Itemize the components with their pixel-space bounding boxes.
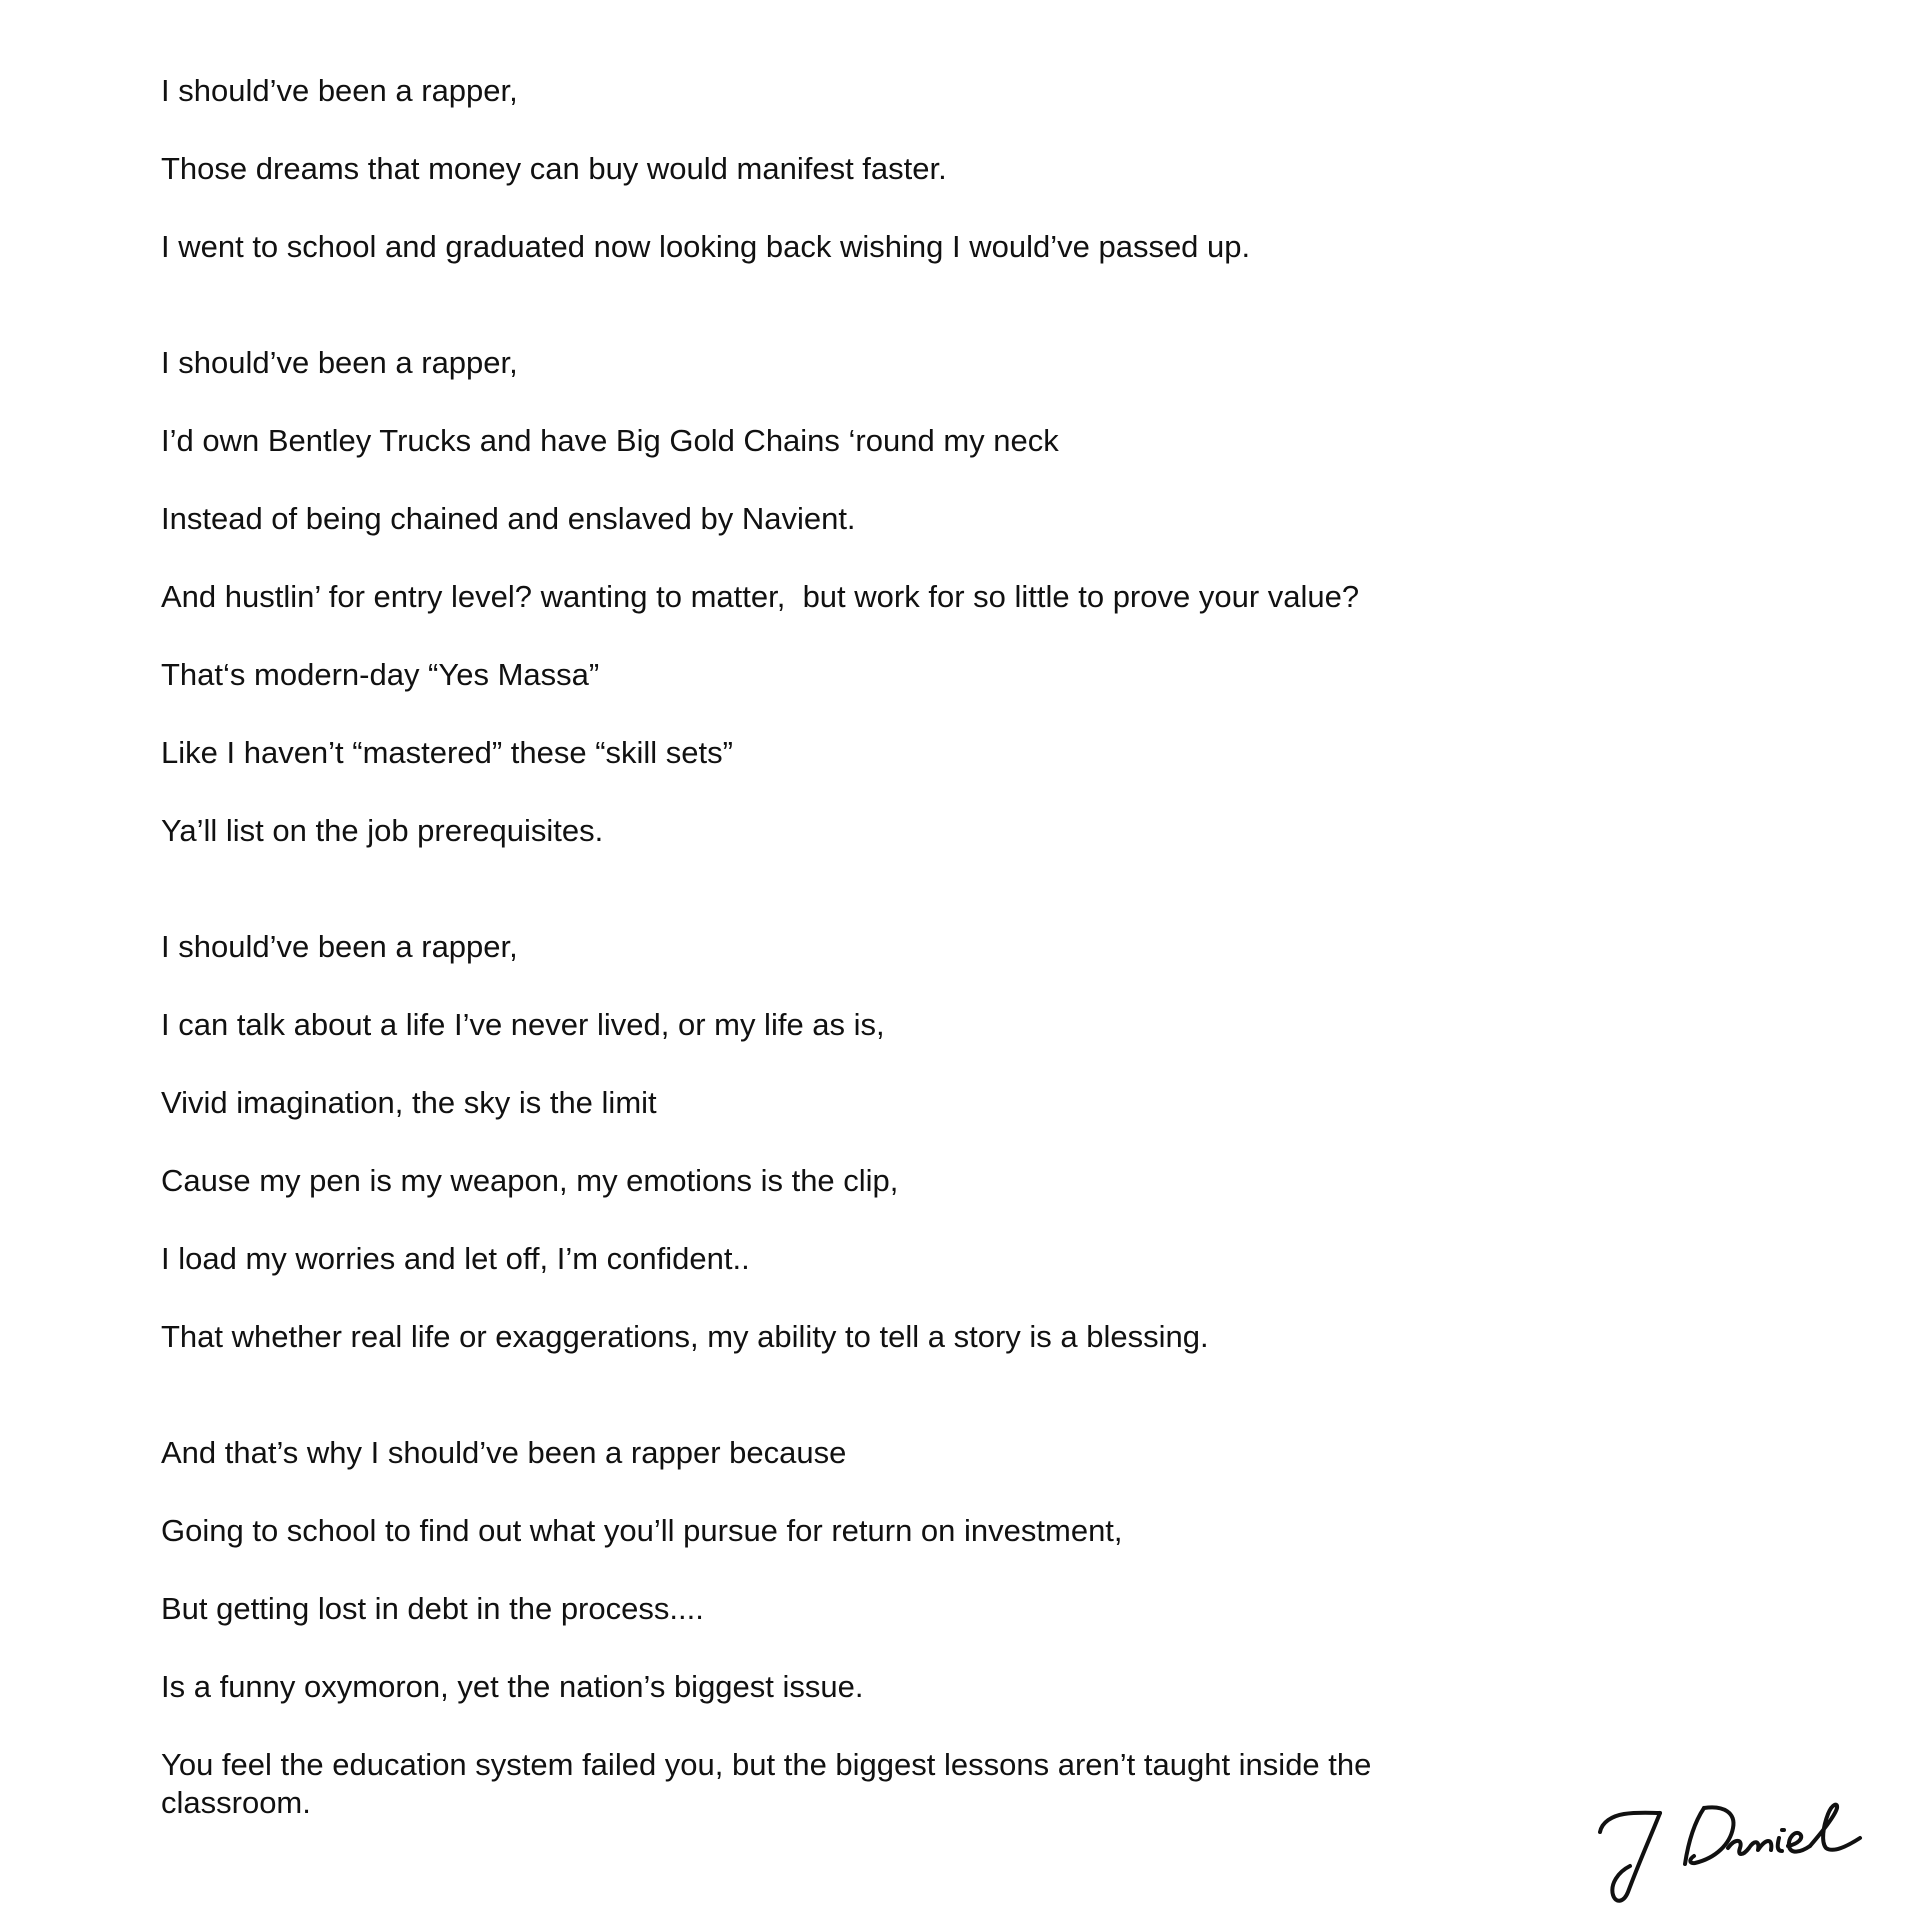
poem-line: That whether real life or exaggerations, my ability to tell a story is a blessing. <box>161 1319 1209 1354</box>
poem-line: That‘s modern-day “Yes Massa” <box>161 657 600 692</box>
poem-line: I should’ve been a rapper, <box>161 345 518 380</box>
poem-line: Instead of being chained and enslaved by Navient. <box>161 501 856 536</box>
poem-line: Like I haven’t “mastered” these “skill sets” <box>161 735 733 770</box>
signature <box>1590 1750 1870 1910</box>
stanza-2 <box>161 344 1661 850</box>
stanza-4 <box>161 1434 1661 1822</box>
poem-line: And that’s why I should’ve been a rapper because <box>161 1435 847 1470</box>
poem <box>161 72 1661 1861</box>
poem-line: But getting lost in debt in the process.... <box>161 1591 704 1626</box>
poem-line: Going to school to find out what you’ll pursue for return on investment, <box>161 1513 1123 1548</box>
poem-line: I should’ve been a rapper, <box>161 929 518 964</box>
poem-line: I went to school and graduated now looking back wishing I would’ve passed up. <box>161 229 1251 264</box>
poem-line: Cause my pen is my weapon, my emotions is the clip, <box>161 1163 899 1198</box>
poem-line: Vivid imagination, the sky is the limit <box>161 1085 657 1120</box>
stanza-1 <box>161 72 1661 266</box>
poem-line: Ya’ll list on the job prerequisites. <box>161 813 604 848</box>
poem-line: I should’ve been a rapper, <box>161 73 518 108</box>
poem-line: I’d own Bentley Trucks and have Big Gold Chains ‘round my neck <box>161 423 1059 458</box>
poem-line: Is a funny oxymoron, yet the nation’s biggest issue. <box>161 1669 864 1704</box>
poem-line: You feel the education system failed you, but the biggest lessons aren’t taught inside the classroom. <box>161 1747 1372 1820</box>
poem-line: And hustlin’ for entry level? wanting to matter, but work for so little to prove your value? <box>161 579 1360 614</box>
stanza-3 <box>161 928 1661 1356</box>
poem-line: Those dreams that money can buy would manifest faster. <box>161 151 947 186</box>
poem-line: I can talk about a life I’ve never lived, or my life as is, <box>161 1007 885 1042</box>
poem-line: I load my worries and let off, I’m confident.. <box>161 1241 750 1276</box>
